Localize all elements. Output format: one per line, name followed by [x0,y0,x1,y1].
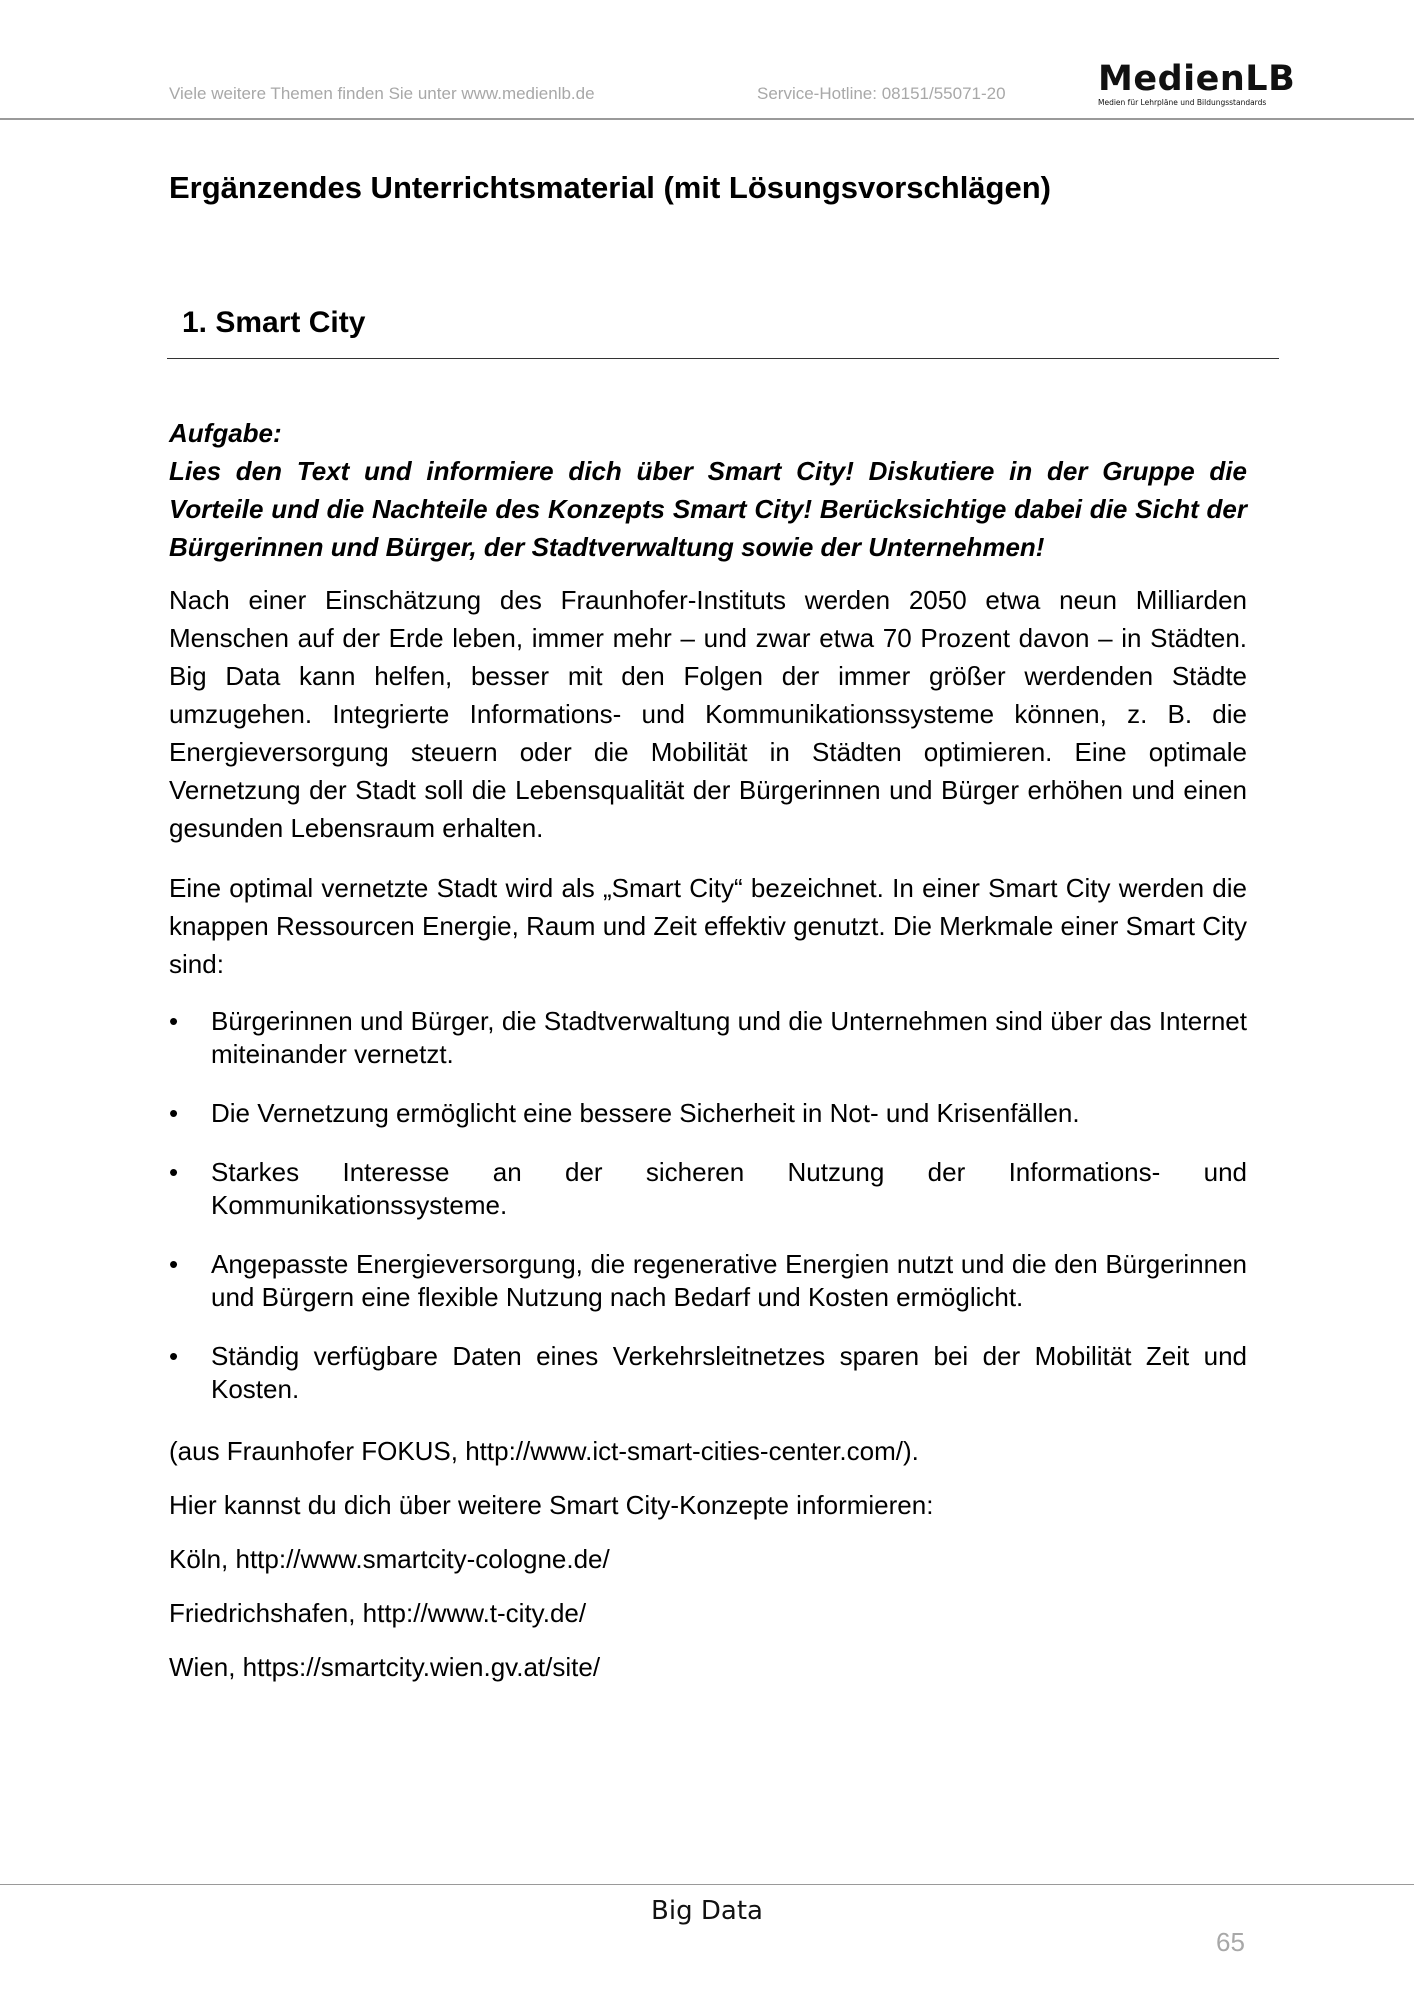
section-divider [167,358,1279,359]
document-title: Ergänzendes Unterrichtsmaterial (mit Lösungsvorschlägen) [169,170,1051,205]
header-hotline-text: Service-Hotline: 08151/55071-20 [757,84,1006,103]
link-vienna: Wien, https://smartcity.wien.gv.at/site/ [169,1652,601,1682]
paragraph-intro: Nach einer Einschätzung des Fraunhofer-Instituts werden 2050 etwa neun Milliarden Menschen auf der Erde leben, immer mehr – und zwar etwa 70 Prozent davon – in Städten. Big Data kann helfen, besser mit den Folgen der immer größer werdenden Städte umzugehen. Integrierte Informations- und Kommunikationssysteme können, z. B. die Energieversorgung steuern oder die Mobilität in Städten optimieren. Eine optimale Vernetzung der Stadt soll die Lebensqualität der Bürgerinnen und Bürger erhöhen und einen gesunden Lebensraum erhalten. [169,585,1247,843]
source-citation: (aus Fraunhofer FOKUS, http://www.ict-smart-cities-center.com/). [169,1436,919,1466]
medienlb-logo [1098,59,1296,107]
list-item: • Ständig verfügbare Daten eines Verkehrsleitnetzes sparen bei der Mobilität Zeit und Kosten. [169,1340,1247,1406]
link-cologne: Köln, http://www.smartcity-cologne.de/ [169,1544,610,1574]
task-block [169,414,1247,566]
paragraph-definition: Eine optimal vernetzte Stadt wird als „Smart City“ bezeichnet. In einer Smart City werden die knappen Ressourcen Energie, Raum und Zeit effektiv genutzt. Die Merkmale einer Smart City sind: [169,873,1247,979]
task-text: Lies den Text und informiere dich über Smart City! Diskutiere in der Gruppe die Vorteile und die Nachteile des Konzepts Smart City! Berücksichtige dabei die Sicht der Bürgerinnen und Bürger, der Stadtverwaltung sowie der Unternehmen! [169,456,1247,562]
document-body [169,414,1247,1702]
page-number: 65 [1216,1927,1245,1957]
section-title: 1. Smart City [182,306,366,339]
header-divider [0,118,1414,120]
logo-tagline: Medien für Lehrpläne und Bildungsstandards [1098,98,1267,107]
page-header [0,0,1414,120]
task-label: Aufgabe: [169,418,282,448]
header-website-text: Viele weitere Themen finden Sie unter www.medienlb.de [169,84,595,103]
list-item: • Angepasste Energieversorgung, die regenerative Energien nutzt und die den Bürgerinnen und Bürgern eine flexible Nutzung nach Bedarf und Kosten ermöglicht. [169,1248,1247,1314]
footer-divider [0,1884,1414,1885]
footer-title: Big Data [651,1896,763,1926]
link-friedrichshafen: Friedrichshafen, http://www.t-city.de/ [169,1598,587,1628]
list-item: • Die Vernetzung ermöglicht eine bessere Sicherheit in Not- und Krisenfällen. [169,1097,1247,1130]
logo-wordmark: MedienLB [1098,59,1296,99]
info-intro: Hier kannst du dich über weitere Smart City-Konzepte informieren: [169,1490,934,1520]
feature-list [169,1005,1247,1406]
list-item: • Starkes Interesse an der sicheren Nutzung der Informations- und Kommunikationssysteme. [169,1156,1247,1222]
list-item: • Bürgerinnen und Bürger, die Stadtverwaltung und die Unternehmen sind über das Internet miteinander vernetzt. [169,1005,1247,1071]
